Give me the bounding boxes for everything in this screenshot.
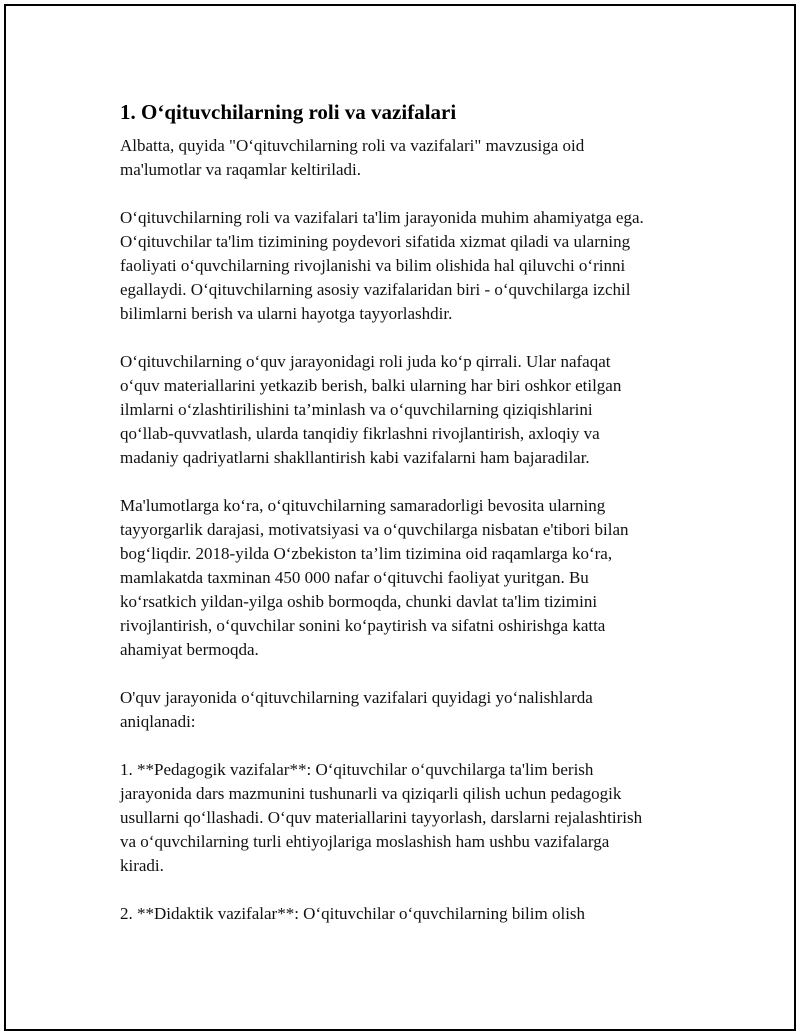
paragraph-directions-intro: O'quv jarayonida o‘qituvchilarning vazifalari quyidagi yo‘nalishlarda aniqlanadi:: [120, 688, 593, 731]
list-item-pedagogical: 1. **Pedagogik vazifalar**: O‘qituvchilar o‘quvchilarga ta'lim berish jarayonida dars mazmunini tushunarli va qiziqarli qilish uchun pedagogik usullarni qo‘llashadi. O‘quv materiallarini tayyorlash, darslarni rejalashtirish va o‘quvchilarning turli ehtiyojlariga moslashish ham ushbu vazifalarga kiradi.: [120, 760, 643, 875]
document-page: [4, 4, 796, 1031]
paragraph-role-overview: O‘qituvchilarning roli va vazifalari ta'lim jarayonida muhim ahamiyatga ega. O‘qituvchilar ta'lim tizimining poydevori sifatida xizmat qiladi va ularning faoliyati o‘quvchilarning rivojlanishi va bilim olishida hal qiluvchi o‘rinni egallaydi. O‘qituvchilarning asosiy vazifalaridan biri - o‘quvchilarga izchil bilimlarni berish va ularni hayotga tayyorlashdir.: [120, 208, 644, 323]
paragraph-statistics: Ma'lumotlarga ko‘ra, o‘qituvchilarning samaradorligi bevosita ularning tayyorgarlik darajasi, motivatsiyasi va o‘quvchilarga nisbatan e'tibori bilan bog‘liqdir. 2018-yilda O‘zbekiston ta’lim tizimina oid raqamlarga ko‘ra, mamlakatda taxminan 450 000 nafar o‘qituvchi faoliyat yuritgan. Bu ko‘rsatkich yildan-yilga oshib bormoqda, chunki davlat ta'lim tizimini rivojlantirish, o‘quvchilar sonini ko‘paytirish va sifatni oshirishga katta ahamiyat bermoqda.: [120, 496, 629, 659]
document-body: [120, 98, 700, 950]
paragraph-role-multifaceted: O‘qituvchilarning o‘quv jarayonidagi roli juda ko‘p qirrali. Ular nafaqat o‘quv materiallarini yetkazib berish, balki ularning har biri oshkor etilgan ilmlarni o‘zlashtirilishini ta’minlash va o‘quvchilarning qiziqishlarini qo‘llab-quvvatlash, ularda tanqidiy fikrlashni rivojlantirish, axloqiy va madaniy qadriyatlarni shakllantirish kabi vazifalarni ham bajaradilar.: [120, 352, 622, 467]
paragraph-intro: Albatta, quyida "O‘qituvchilarning roli va vazifalari" mavzusiga oid ma'lumotlar va raqamlar keltiriladi.: [120, 136, 585, 179]
list-item-didactic: 2. **Didaktik vazifalar**: O‘qituvchilar o‘quvchilarning bilim olish: [120, 904, 586, 923]
section-heading: 1. O‘qituvchilarning roli va vazifalari: [120, 100, 457, 124]
